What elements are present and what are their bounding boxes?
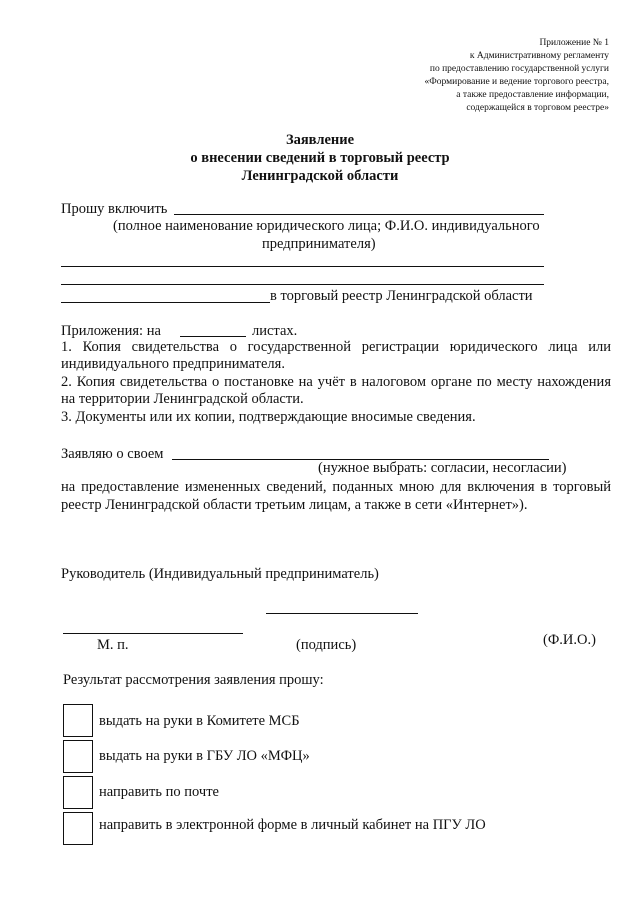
request-hint-line-2: предпринимателя) xyxy=(262,236,376,252)
appendix-line-3: по предоставлению государственной услуги xyxy=(429,64,609,74)
option-label-msb: выдать на руки в Комитете МСБ xyxy=(99,713,300,729)
option-label-mfc: выдать на руки в ГБУ ЛО «МФЦ» xyxy=(99,748,310,764)
document-title: Заявление xyxy=(285,132,355,148)
attachment-item-3: 3. Документы или их копии, подтверждающие вносимые сведения. xyxy=(61,409,476,425)
attachment-item-2: 2. Копия свидетельства о постановке на учёт в налоговом органе по месту нахождения на территории Ленинградской области. xyxy=(61,374,611,407)
request-fill-line-4[interactable] xyxy=(61,302,270,303)
consent-hint: (нужное выбрать: согласии, несогласии) xyxy=(318,460,567,476)
appendix-number: Приложение № 1 xyxy=(539,38,609,48)
request-fill-line-2[interactable] xyxy=(61,266,544,267)
consent-label: Заявляю о своем xyxy=(61,446,164,462)
request-label: Прошу включить xyxy=(61,201,168,217)
stamp-label: М. п. xyxy=(97,637,129,653)
request-fill-line-3[interactable] xyxy=(61,284,544,285)
signature-label: (подпись) xyxy=(296,637,357,653)
appendix-line-4: «Формирование и ведение торгового реестра, xyxy=(424,77,609,87)
appendix-line-5: а также предоставление информации, xyxy=(456,90,609,100)
option-label-electronic: направить в электронной форме в личный кабинет на ПГУ ЛО xyxy=(99,817,486,833)
option-checkbox-mail[interactable] xyxy=(63,776,93,809)
consent-text: на предоставление измененных сведений, поданных мною для включения в торговый реестр Ленинградской области третьим лицам, а также в сети «Интернет»). xyxy=(61,479,611,513)
stamp-line[interactable] xyxy=(63,633,243,634)
result-label: Результат рассмотрения заявления прошу: xyxy=(63,672,324,688)
attachment-item-1: 1. Копия свидетельства о государственной регистрации юридического лица или индивидуального предпринимателя. xyxy=(61,339,611,372)
attachments-label: Приложения: на xyxy=(61,323,161,339)
sheets-count-field[interactable] xyxy=(180,336,246,337)
fio-label: (Ф.И.О.) xyxy=(543,632,596,648)
sheets-label: листах. xyxy=(252,323,298,339)
document-subtitle-1: о внесении сведений в торговый реестр xyxy=(190,150,450,166)
option-checkbox-mfc[interactable] xyxy=(63,740,93,773)
request-tail: в торговый реестр Ленинградской области xyxy=(270,288,533,304)
appendix-line-2: к Административному регламенту xyxy=(469,51,609,61)
option-checkbox-msb[interactable] xyxy=(63,704,93,737)
signature-line[interactable] xyxy=(266,613,418,614)
request-hint-line-1: (полное наименование юридического лица; Ф.И.О. индивидуального xyxy=(113,218,540,234)
option-label-mail: направить по почте xyxy=(99,784,219,800)
request-fill-line-1[interactable] xyxy=(174,214,544,215)
document-subtitle-2: Ленинградской области xyxy=(241,168,399,184)
option-checkbox-electronic[interactable] xyxy=(63,812,93,845)
appendix-line-6: содержащейся в торговом реестре» xyxy=(466,103,609,113)
signatory-heading: Руководитель (Индивидуальный предприниматель) xyxy=(61,566,379,582)
